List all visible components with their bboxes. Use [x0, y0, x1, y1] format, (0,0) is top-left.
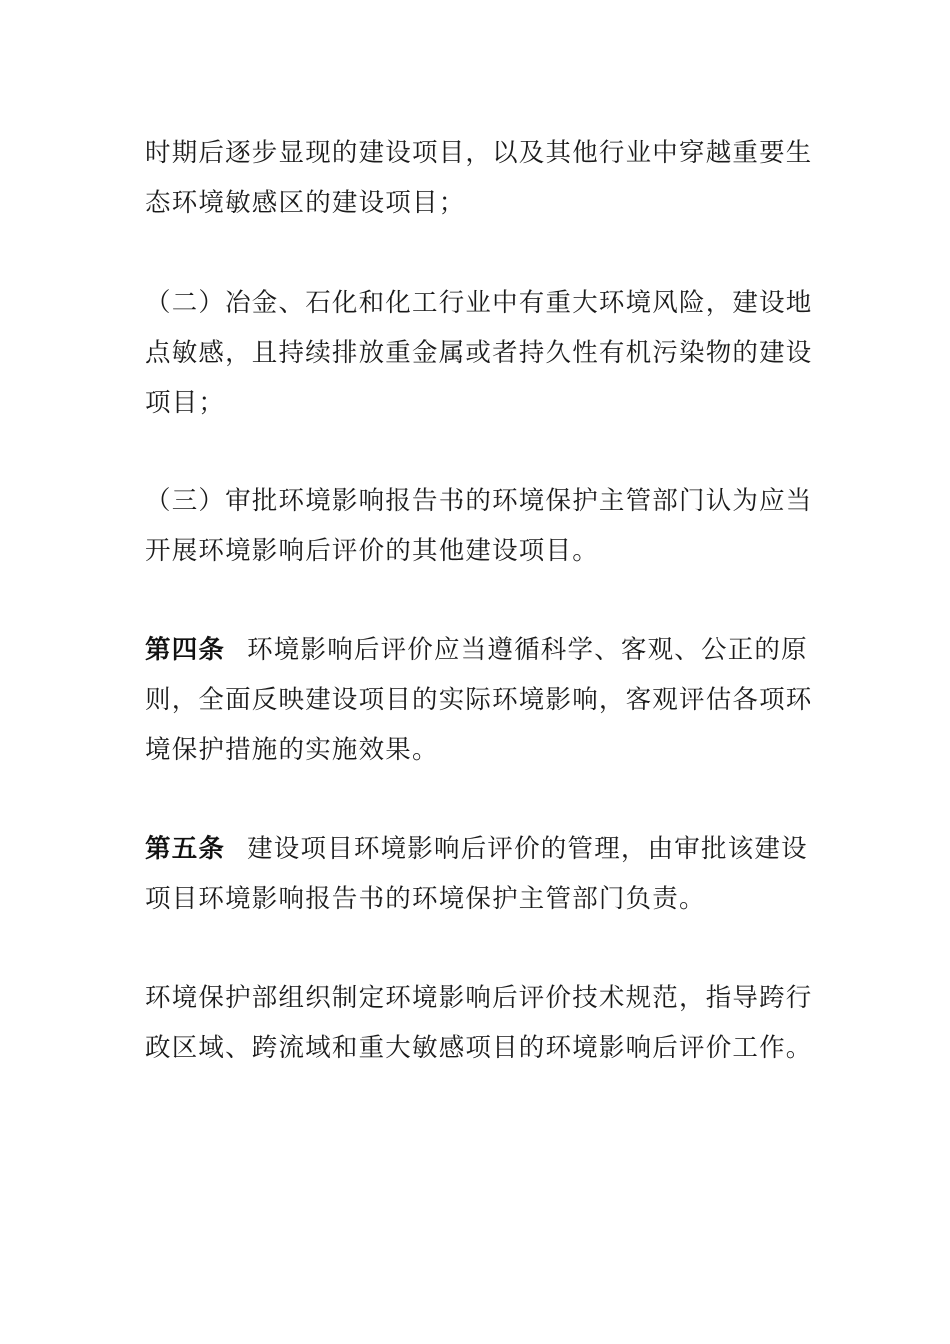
text-line: 环境保护部组织制定环境影响后评价技术规范，指导跨行	[145, 983, 813, 1013]
text-line: 开展环境影响后评价的其他建设项目。	[145, 536, 599, 566]
text-line: 点敏感，且持续排放重金属或者持久性有机污染物的建设	[145, 338, 813, 368]
paragraph-item-3	[145, 476, 813, 576]
text-line: 态环境敏感区的建设项目；	[145, 188, 466, 218]
text-line: 政区域、跨流域和重大敏感项目的环境影响后评价工作。	[145, 1033, 813, 1063]
paragraph-item-2	[145, 278, 813, 428]
article-text: 建设项目环境影响后评价的管理，由审批该建设	[247, 834, 808, 864]
article-label: 第四条	[145, 635, 226, 665]
paragraph-continuation	[145, 128, 813, 228]
article-5	[145, 824, 813, 924]
text-line: 项目；	[145, 388, 226, 418]
text-line: （二）冶金、石化和化工行业中有重大环境风险，建设地	[145, 288, 813, 318]
text-line: 时期后逐步显现的建设项目，以及其他行业中穿越重要生	[145, 138, 813, 168]
text-line: 项目环境影响报告书的环境保护主管部门负责。	[145, 884, 706, 914]
text-line	[145, 824, 813, 874]
text-line: 则，全面反映建设项目的实际环境影响，客观评估各项环	[145, 685, 813, 715]
text-line	[145, 625, 813, 675]
text-line: （三）审批环境影响报告书的环境保护主管部门认为应当	[145, 486, 813, 516]
article-label: 第五条	[145, 834, 226, 864]
article-4	[145, 625, 813, 775]
text-line: 境保护措施的实施效果。	[145, 735, 439, 765]
article-text: 环境影响后评价应当遵循科学、客观、公正的原	[247, 635, 808, 665]
paragraph-article-5-continued	[145, 973, 813, 1073]
